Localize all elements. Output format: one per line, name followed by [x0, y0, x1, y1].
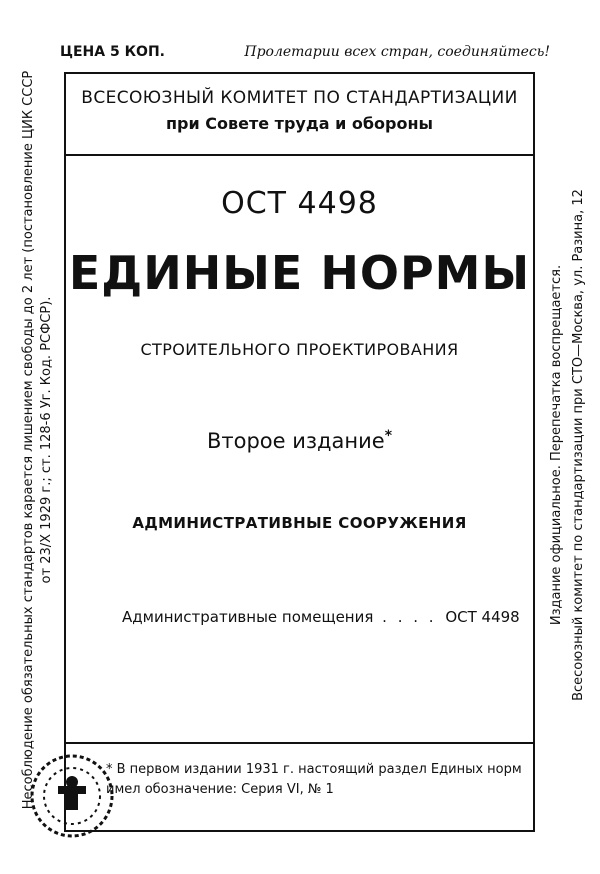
footnote-line-1: * В первом издании 1931 г. настоящий раздел Единых норм	[106, 762, 522, 777]
header-divider	[66, 154, 533, 156]
library-stamp	[22, 746, 122, 846]
contents-entry-code: ОСТ 4498	[445, 608, 520, 626]
document-title: ЕДИНЫЕ НОРМЫ	[68, 246, 531, 300]
contents-entry-label: Административные помещения	[122, 608, 374, 626]
section-title: АДМИНИСТРАТИВНЫЕ СООРУЖЕНИЯ	[132, 514, 467, 532]
slogan: Пролетарии всех стран, соединяйтесь!	[244, 44, 550, 60]
contents-entry-dots: . . . .	[382, 608, 437, 626]
left-margin-line-2: от 23/X 1929 г.; ст. 128-6 Уг. Код. РСФСР).	[39, 296, 54, 584]
title-frame	[64, 72, 535, 832]
footnote-line-2: имел обозначение: Серия VI, № 1	[106, 782, 334, 797]
contents-entry	[122, 608, 520, 626]
left-margin-line-1: Несоблюдение обязательных стандартов карается лишением свободы до 2 лет (постановление ЦИК СССР	[21, 70, 36, 810]
edition-label: Второе издание	[206, 429, 385, 453]
right-margin-line-2: Всесоюзный комитет по стандартизации при СТО—Москва, ул. Разина, 12	[571, 189, 586, 701]
edition-footnote-mark: *	[384, 428, 393, 444]
committee-council: при Совете труда и обороны	[165, 114, 434, 133]
left-margin-note	[8, 60, 68, 820]
right-margin-line-1: Издание официальное. Перепечатка воспрещается.	[549, 264, 564, 626]
edition-line	[66, 428, 533, 453]
right-margin-note	[540, 190, 596, 700]
footnote	[106, 760, 522, 800]
price-label: ЦЕНА 5 КОП.	[60, 44, 165, 60]
footer-divider	[66, 742, 533, 744]
committee-name: ВСЕСОЮЗНЫЙ КОМИТЕТ ПО СТАНДАРТИЗАЦИИ	[81, 88, 518, 108]
standard-code: ОСТ 4498	[221, 186, 378, 221]
document-subtitle: СТРОИТЕЛЬНОГО ПРОЕКТИРОВАНИЯ	[140, 340, 459, 359]
